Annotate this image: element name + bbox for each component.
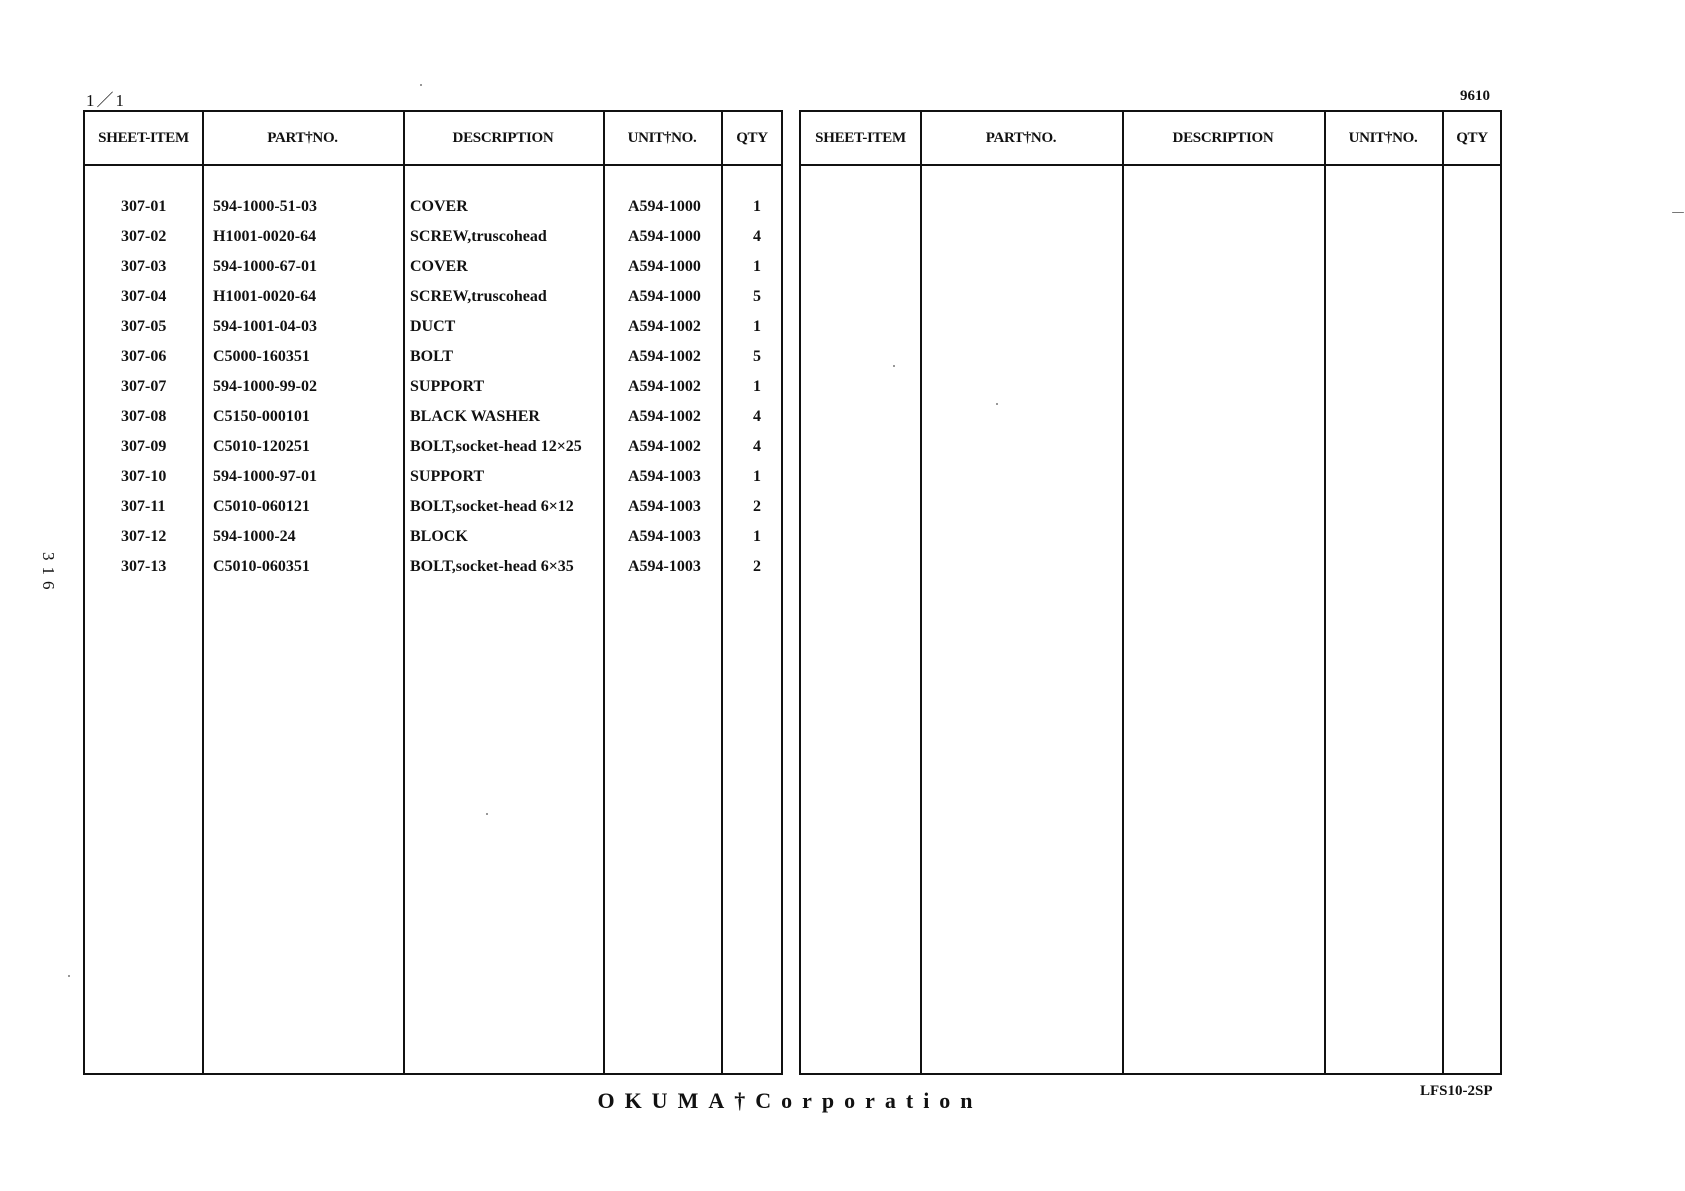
- qty-cell: 4: [753, 438, 761, 455]
- qty-cell: 5: [753, 288, 761, 305]
- description-cell: COVER: [410, 258, 468, 275]
- side-page-number: 316: [39, 552, 58, 596]
- header-unit-no: UNIT†NO.: [627, 129, 697, 146]
- sheet-item-cell: 307-07: [121, 378, 167, 395]
- table-row: [85, 192, 781, 222]
- qty-cell: 1: [753, 258, 761, 275]
- header-divider: [801, 164, 1500, 166]
- scan-speck: [68, 975, 70, 977]
- table-row: [85, 372, 781, 402]
- part-no-cell: H1001-0020-64: [213, 288, 317, 305]
- table-row: [85, 462, 781, 492]
- qty-cell: 4: [753, 228, 761, 245]
- description-cell: BOLT,socket-head 6×12: [410, 498, 574, 515]
- table-row: [85, 492, 781, 522]
- header-qty: QTY: [736, 129, 768, 146]
- qty-cell: 1: [753, 528, 761, 545]
- unit-no-cell: A594-1000: [628, 258, 701, 275]
- part-no-cell: 594-1000-51-03: [213, 198, 317, 215]
- part-no-cell: C5010-060121: [213, 498, 310, 515]
- page-number: 1／1: [86, 91, 126, 110]
- header-sheet-item: SHEET-ITEM: [98, 129, 189, 146]
- sheet-item-cell: 307-13: [121, 558, 167, 575]
- qty-cell: 2: [753, 498, 761, 515]
- model-code: LFS10-2SP: [1420, 1083, 1493, 1099]
- description-cell: DUCT: [410, 318, 456, 335]
- sheet-item-cell: 307-08: [121, 408, 167, 425]
- qty-cell: 1: [753, 198, 761, 215]
- unit-no-cell: A594-1002: [628, 408, 701, 425]
- table-row: [85, 522, 781, 552]
- header-sheet-item: SHEET-ITEM: [815, 129, 906, 146]
- part-no-cell: 594-1000-99-02: [213, 378, 317, 395]
- scan-speck: [893, 365, 895, 367]
- part-no-cell: C5010-060351: [213, 558, 310, 575]
- unit-no-cell: A594-1000: [628, 198, 701, 215]
- description-cell: BLOCK: [410, 528, 468, 545]
- table-row: [85, 252, 781, 282]
- header-unit-no: UNIT†NO.: [1348, 129, 1418, 146]
- sheet-item-cell: 307-02: [121, 228, 167, 245]
- unit-no-cell: A594-1003: [628, 498, 701, 515]
- part-no-cell: C5150-000101: [213, 408, 310, 425]
- description-cell: BOLT,socket-head 12×25: [410, 438, 582, 455]
- part-no-cell: 594-1000-24: [213, 528, 296, 545]
- qty-cell: 5: [753, 348, 761, 365]
- table-row: [85, 342, 781, 372]
- corporation-name: OKUMA†Corporation: [597, 1088, 983, 1113]
- sheet-item-cell: 307-04: [121, 288, 167, 305]
- header-description: DESCRIPTION: [1172, 129, 1274, 146]
- header-divider: [85, 164, 781, 166]
- description-cell: SCREW,truscohead: [410, 228, 547, 245]
- unit-no-cell: A594-1003: [628, 558, 701, 575]
- unit-no-cell: A594-1000: [628, 288, 701, 305]
- table-row: [85, 402, 781, 432]
- description-cell: BOLT,socket-head 6×35: [410, 558, 574, 575]
- description-cell: SUPPORT: [410, 468, 485, 485]
- description-cell: BOLT: [410, 348, 453, 365]
- table-row: [85, 312, 781, 342]
- qty-cell: 1: [753, 468, 761, 485]
- sheet-item-cell: 307-03: [121, 258, 167, 275]
- part-no-cell: 594-1000-67-01: [213, 258, 317, 275]
- unit-no-cell: A594-1002: [628, 378, 701, 395]
- qty-cell: 1: [753, 378, 761, 395]
- header-qty: QTY: [1456, 129, 1488, 146]
- scan-speck: [486, 813, 488, 815]
- column-divider: [1122, 112, 1124, 1073]
- sheet-item-cell: 307-06: [121, 348, 167, 365]
- qty-cell: 4: [753, 408, 761, 425]
- qty-cell: 2: [753, 558, 761, 575]
- header-description: DESCRIPTION: [452, 129, 554, 146]
- table-body: [85, 192, 781, 582]
- part-no-cell: 594-1001-04-03: [213, 318, 317, 335]
- scan-speck: [1672, 212, 1684, 213]
- part-no-cell: C5000-160351: [213, 348, 310, 365]
- column-divider: [1442, 112, 1444, 1073]
- header-part-no: PART†NO.: [267, 129, 338, 146]
- document-code: 9610: [1460, 88, 1490, 104]
- part-no-cell: H1001-0020-64: [213, 228, 317, 245]
- parts-table-left: [83, 110, 783, 1075]
- table-row: [85, 222, 781, 252]
- unit-no-cell: A594-1003: [628, 468, 701, 485]
- sheet-item-cell: 307-09: [121, 438, 167, 455]
- table-row: [85, 432, 781, 462]
- sheet-item-cell: 307-05: [121, 318, 167, 335]
- qty-cell: 1: [753, 318, 761, 335]
- scan-speck: [996, 403, 998, 405]
- sheet-item-cell: 307-12: [121, 528, 167, 545]
- sheet-item-cell: 307-10: [121, 468, 167, 485]
- unit-no-cell: A594-1002: [628, 438, 701, 455]
- unit-no-cell: A594-1002: [628, 318, 701, 335]
- description-cell: SUPPORT: [410, 378, 485, 395]
- unit-no-cell: A594-1000: [628, 228, 701, 245]
- column-divider: [1324, 112, 1326, 1073]
- table-row: [85, 282, 781, 312]
- description-cell: SCREW,truscohead: [410, 288, 547, 305]
- part-no-cell: C5010-120251: [213, 438, 310, 455]
- sheet-item-cell: 307-11: [121, 498, 166, 515]
- header-part-no: PART†NO.: [985, 129, 1057, 146]
- unit-no-cell: A594-1002: [628, 348, 701, 365]
- unit-no-cell: A594-1003: [628, 528, 701, 545]
- sheet-item-cell: 307-01: [121, 198, 167, 215]
- part-no-cell: 594-1000-97-01: [213, 468, 317, 485]
- scan-speck: [420, 84, 422, 86]
- table-row: [85, 552, 781, 582]
- description-cell: COVER: [410, 198, 468, 215]
- column-divider: [920, 112, 922, 1073]
- parts-table-right: [799, 110, 1502, 1075]
- description-cell: BLACK WASHER: [410, 408, 540, 425]
